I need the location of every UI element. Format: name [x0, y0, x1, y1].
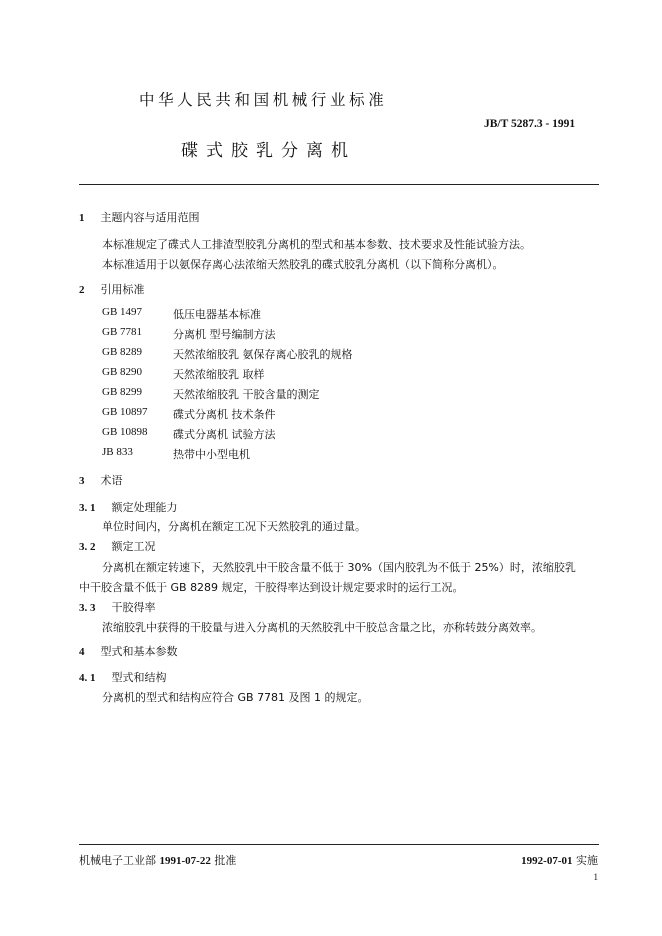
approve-date: 1991-07-22 — [159, 855, 211, 867]
subsection-title: 额定处理能力 — [111, 501, 178, 514]
subsection-title: 额定工况 — [111, 540, 156, 553]
page-number: 1 — [593, 872, 598, 882]
section-3-3-paragraph: 浓缩胶乳中获得的干胶量与进入分离机的天然胶乳中干胶总含量之比，亦称转鼓分离效率。 — [102, 621, 542, 634]
document-title: 碟式胶乳分离机 — [181, 141, 356, 161]
reference-code: GB 7781 — [102, 326, 143, 338]
reference-code: GB 8289 — [102, 346, 143, 358]
reference-title: 分离机 型号编制方法 — [173, 328, 276, 341]
subsection-number: 3. 3 — [79, 602, 96, 614]
section-number: 4 — [79, 646, 85, 658]
header-divider — [79, 184, 599, 185]
reference-title: 天然浓缩胶乳 氨保存离心胶乳的规格 — [173, 348, 353, 361]
issuer: 机械电子工业部 — [79, 854, 156, 867]
section-1-paragraph-1: 本标准规定了碟式人工排渣型胶乳分离机的型式和基本参数、技术要求及性能试验方法。 — [102, 238, 531, 251]
subsection-number: 3. 2 — [79, 541, 96, 553]
reference-title: 低压电器基本标准 — [173, 308, 261, 321]
reference-code: GB 8299 — [102, 386, 143, 398]
subsection-number: 3. 1 — [79, 502, 96, 514]
section-3-2-paragraph-line-1: 分离机在额定转速下，天然胶乳中干胶含量不低于 30%（国内胶乳为不低于 25%）时，浓缩胶乳 — [102, 561, 576, 574]
implementation-line — [521, 852, 598, 868]
section-number: 1 — [79, 212, 85, 224]
section-4-1-paragraph: 分离机的型式和结构应符合 GB 7781 及图 1 的规定。 — [102, 691, 369, 704]
section-3-1-paragraph: 单位时间内，分离机在额定工况下天然胶乳的通过量。 — [102, 520, 366, 533]
reference-code: GB 10898 — [102, 426, 148, 438]
implementation-label: 实施 — [576, 854, 598, 867]
reference-title: 碟式分离机 技术条件 — [173, 408, 276, 421]
section-title: 型式和基本参数 — [100, 645, 178, 658]
section-3-1-heading — [79, 499, 178, 515]
section-3-2-paragraph-line-2: 中干胶含量不低于 GB 8289 规定，干胶得率达到设计规定要求时的运行工况。 — [79, 581, 464, 594]
reference-title: 碟式分离机 试验方法 — [173, 428, 276, 441]
section-number: 3 — [79, 475, 85, 487]
reference-title: 热带中小型电机 — [173, 448, 250, 461]
reference-title: 天然浓缩胶乳 干胶含量的测定 — [173, 388, 320, 401]
subsection-title: 型式和结构 — [111, 671, 167, 684]
section-2-heading — [79, 281, 145, 297]
section-number: 2 — [79, 284, 85, 296]
issuing-organization: 中华人民共和国机械行业标准 — [139, 91, 388, 109]
reference-code: JB 833 — [102, 446, 133, 458]
reference-code: GB 1497 — [102, 306, 143, 318]
approve-label: 批准 — [214, 854, 237, 867]
implementation-date: 1992-07-01 — [521, 855, 573, 867]
section-1-heading — [79, 209, 200, 225]
subsection-title: 干胶得率 — [111, 601, 156, 614]
section-4-heading — [79, 643, 178, 659]
section-title: 主题内容与适用范围 — [100, 211, 200, 224]
reference-code: GB 8290 — [102, 366, 143, 378]
reference-code: GB 10897 — [102, 406, 148, 418]
standard-code: JB/T 5287.3 - 1991 — [484, 118, 576, 130]
section-title: 术语 — [100, 474, 123, 487]
section-3-2-heading — [79, 538, 156, 554]
section-4-1-heading — [79, 669, 167, 685]
section-3-heading — [79, 472, 123, 488]
footer-divider — [79, 844, 599, 845]
reference-title: 天然浓缩胶乳 取样 — [173, 368, 265, 381]
subsection-number: 4. 1 — [79, 672, 96, 684]
section-title: 引用标准 — [100, 283, 145, 296]
section-1-paragraph-2: 本标准适用于以氨保存离心法浓缩天然胶乳的碟式胶乳分离机（以下简称分离机）。 — [102, 258, 504, 271]
section-3-3-heading — [79, 599, 156, 615]
approval-line — [79, 852, 236, 868]
